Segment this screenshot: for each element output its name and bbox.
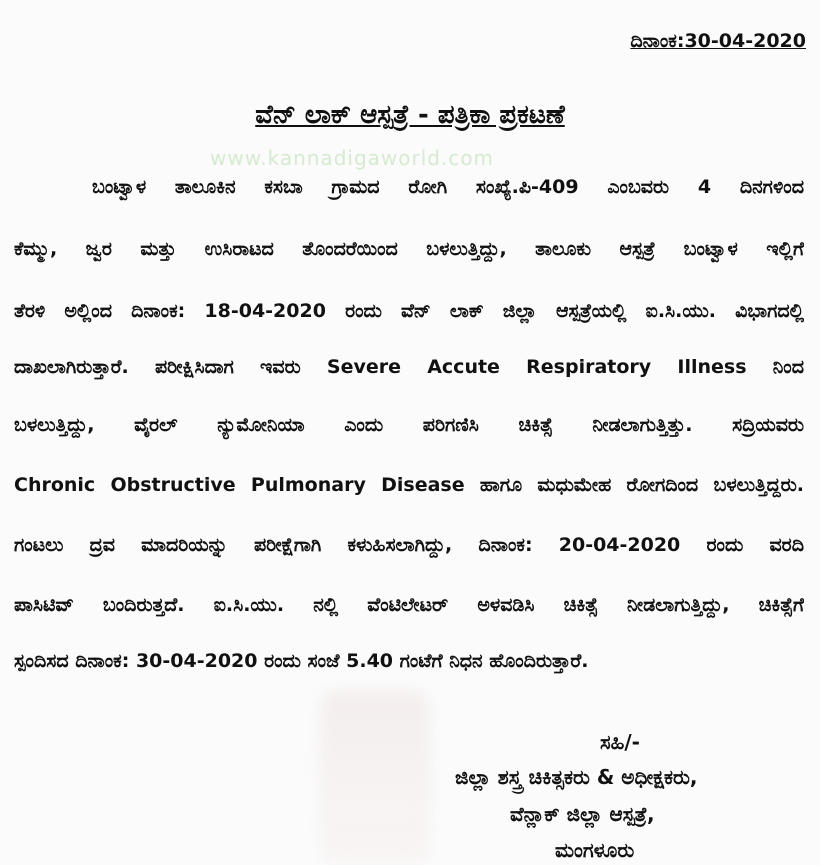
body-line-1: ಬಂಟ್ವಾಳ ತಾಲೂಕಿನ ಕಸಬಾ ಗ್ರಾಮದ ರೋಗಿ ಸಂಖ್ಯೆ.ಪಿ-409 ಎಂಬವರು 4 ದಿನಗಳಿಂದ xyxy=(92,176,804,198)
body-line-2: ಕೆಮ್ಮು, ಜ್ವರ ಮತ್ತು ಉಸಿರಾಟದ ತೊಂದರೆಯಿಂದ ಬಳಲುತ್ತಿದ್ದು, ತಾಲೂಕು ಆಸ್ಪತ್ರೆ ಬಂಟ್ವಾಳ ಇಲ್ಲಿಗೆ xyxy=(14,238,804,260)
signature-designation: ಜಿಲ್ಲಾ ಶಸ್ತ್ರ ಚಿಕಿತ್ಸಕರು & ಅಧೀಕ್ಷಕರು, xyxy=(455,765,698,789)
body-line-8: ಪಾಸಿಟಿವ್ ಬಂದಿರುತ್ತದೆ. ಐ.ಸಿ.ಯು. ನಲ್ಲಿ ವೆಂಟಿಲೇಟರ್ ಅಳವಡಿಸಿ ಚಿಕಿತ್ಸೆ ನೀಡಲಾಗುತ್ತಿದ್ದು, ಚಿಕಿತ್ಸೆಗೆ xyxy=(14,594,804,616)
body-line-5: ಬಳಲುತ್ತಿದ್ದು, ವೈರಲ್ ನ್ಯುಮೋನಿಯಾ ಎಂದು ಪರಿಗಣಿಸಿ ಚಿಕಿತ್ಸೆ ನೀಡಲಾಗುತ್ತಿತ್ತು. ಸದ್ರಿಯವರು xyxy=(14,414,804,436)
signature-sd: ಸಹಿ/- xyxy=(600,730,640,754)
watermark: www.kannadigaworld.com xyxy=(210,146,495,170)
signature-city: ಮಂಗಳೂರು xyxy=(555,838,635,862)
body-line-7: ಗಂಟಲು ದ್ರವ ಮಾದರಿಯನ್ನು ಪರೀಕ್ಷೆಗಾಗಿ ಕಳುಹಿಸಲಾಗಿದ್ದು, ದಿನಾಂಕ: 20-04-2020 ರಂದು ವರದಿ xyxy=(14,534,804,556)
body-line-9: ಸ್ಪಂದಿಸದ ದಿನಾಂಕ: 30-04-2020 ರಂದು ಸಂಜೆ 5.40 ಗಂಟೆಗೆ ನಿಧನ ಹೊಂದಿರುತ್ತಾರೆ. xyxy=(14,650,589,672)
body-line-4: ದಾಖಲಾಗಿರುತ್ತಾರೆ. ಪರೀಕ್ಷಿಸಿದಾಗ ಇವರು Severe Accute Respiratory Illness ನಿಂದ xyxy=(14,356,804,378)
body-line-6: Chronic Obstructive Pulmonary Disease ಹಾಗೂ ಮಧುಮೇಹ ರೋಗದಿಂದ ಬಳಲುತ್ತಿದ್ದರು. xyxy=(14,474,804,496)
body-line-3: ತೆರಳಿ ಅಲ್ಲಿಂದ ದಿನಾಂಕ: 18-04-2020 ರಂದು ವೆನ್ ಲಾಕ್ ಜಿಲ್ಲಾ ಆಸ್ಪತ್ರೆಯಲ್ಲಿ ಐ.ಸಿ.ಯು. ವಿಭಾಗದಲ್ಲಿ xyxy=(14,300,804,322)
release-date: ದಿನಾಂಕ:30-04-2020 xyxy=(630,30,806,52)
scan-smudge xyxy=(320,690,430,865)
document-title: ವೆನ್ ಲಾಕ್ ಆಸ್ಪತ್ರೆ - ಪತ್ರಿಕಾ ಪ್ರಕಟಣೆ xyxy=(255,100,565,130)
signature-hospital: ವೆನ್ಲಾಕ್ ಜಿಲ್ಲಾ ಆಸ್ಪತ್ರೆ, xyxy=(510,802,655,826)
